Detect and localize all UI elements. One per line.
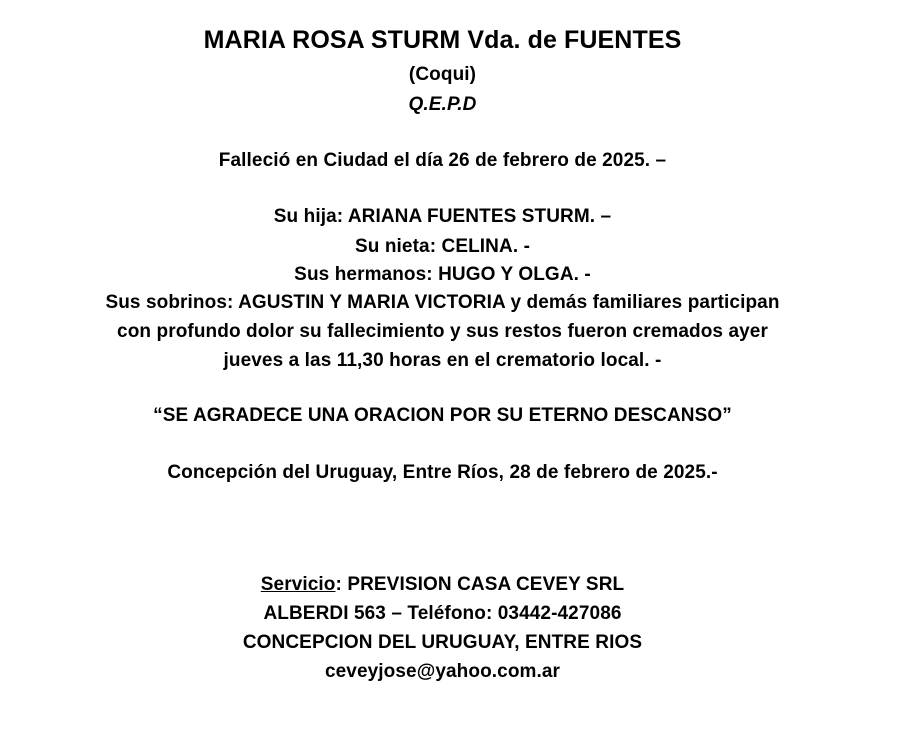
death-notice: Falleció en Ciudad el día 26 de febrero de 2025. – bbox=[218, 150, 667, 171]
nickname: (Coqui) bbox=[408, 64, 477, 85]
family-paragraph-line-3: jueves a las 11,30 horas en el crematorio local. - bbox=[223, 350, 662, 371]
qepd-text: Q.E.P.D bbox=[408, 94, 477, 115]
service-address: ALBERDI 563 – Teléfono: 03442-427086 bbox=[263, 603, 622, 624]
service-provider: PREVISION CASA CEVEY SRL bbox=[341, 574, 625, 595]
family-granddaughter: Su nieta: CELINA. - bbox=[354, 236, 530, 257]
service-label: Servicio bbox=[260, 574, 336, 595]
service-city: CONCEPCION DEL URUGUAY, ENTRE RIOS bbox=[242, 632, 643, 653]
family-siblings: Sus hermanos: HUGO Y OLGA. - bbox=[294, 264, 591, 285]
prayer-request: “SE AGRADECE UNA ORACION POR SU ETERNO DESCANSO” bbox=[153, 405, 732, 426]
family-daughter: Su hija: ARIANA FUENTES STURM. – bbox=[273, 206, 612, 227]
family-paragraph-line-1: Sus sobrinos: AGUSTIN Y MARIA VICTORIA y demás familiares participan bbox=[105, 292, 780, 313]
place-and-date: Concepción del Uruguay, Entre Ríos, 28 de febrero de 2025.- bbox=[167, 462, 718, 483]
service-provider-line bbox=[0, 574, 885, 596]
family-paragraph-line-2: con profundo dolor su fallecimiento y sus restos fueron cremados ayer bbox=[117, 321, 768, 342]
service-email: ceveyjose@yahoo.com.ar bbox=[324, 661, 561, 682]
deceased-name: MARIA ROSA STURM Vda. de FUENTES bbox=[203, 26, 682, 54]
service-separator: : bbox=[335, 574, 342, 595]
